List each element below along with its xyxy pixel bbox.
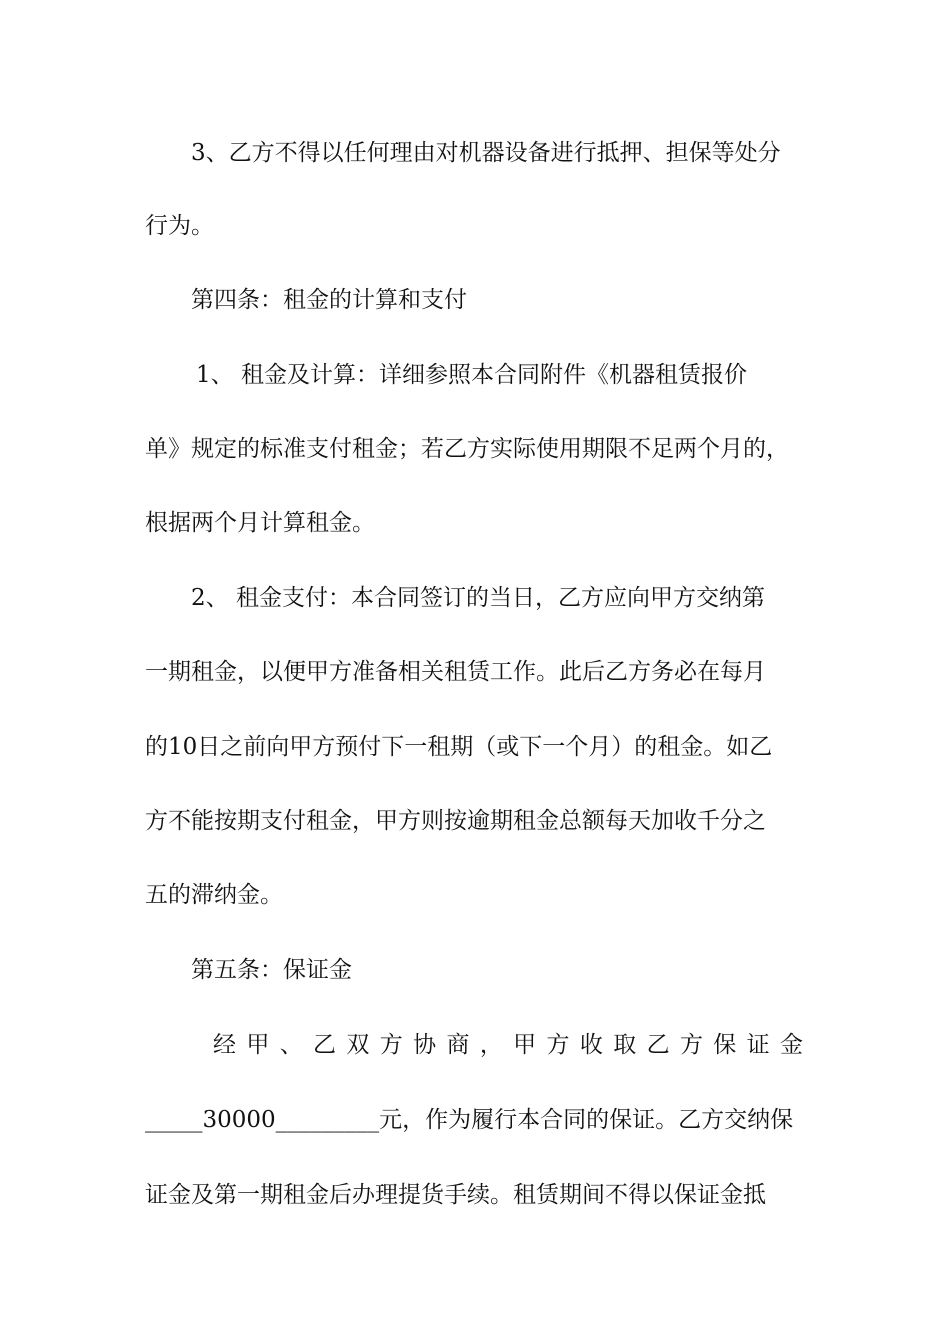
item-1-line-1: 1、 租金及计算：详细参照本合同附件《机器租赁报价 — [196, 362, 747, 388]
deposit-line-1: 经甲、乙双方协商，甲方收取乙方保证金 — [213, 1032, 803, 1058]
deposit-line-2: _____30000_________元，作为履行本合同的保证。乙方交纳保 — [145, 1107, 794, 1133]
item-2-line-2: 一期租金，以便甲方准备相关租赁工作。此后乙方务必在每月 — [145, 659, 766, 685]
item-2-line-5: 五的滞纳金。 — [145, 882, 283, 908]
article-5-heading: 第五条：保证金 — [191, 957, 352, 983]
clause-3-line-1: 3、乙方不得以任何理由对机器设备进行抵押、担保等处分 — [191, 140, 781, 166]
item-1-line-3: 根据两个月计算租金。 — [145, 510, 375, 536]
article-4-heading: 第四条：租金的计算和支付 — [191, 287, 467, 313]
item-1-line-2: 单》规定的标准支付租金；若乙方实际使用期限不足两个月的， — [145, 436, 789, 462]
deposit-line-3: 证金及第一期租金后办理提货手续。租赁期间不得以保证金抵 — [145, 1182, 766, 1208]
clause-3-line-2: 行为。 — [145, 213, 214, 239]
item-2-line-3: 的10日之前向甲方预付下一租期（或下一个月）的租金。如乙 — [145, 734, 773, 760]
item-2-line-1: 2、 租金支付：本合同签订的当日，乙方应向甲方交纳第 — [191, 585, 765, 611]
item-2-line-4: 方不能按期支付租金，甲方则按逾期租金总额每天加收千分之 — [145, 808, 766, 834]
